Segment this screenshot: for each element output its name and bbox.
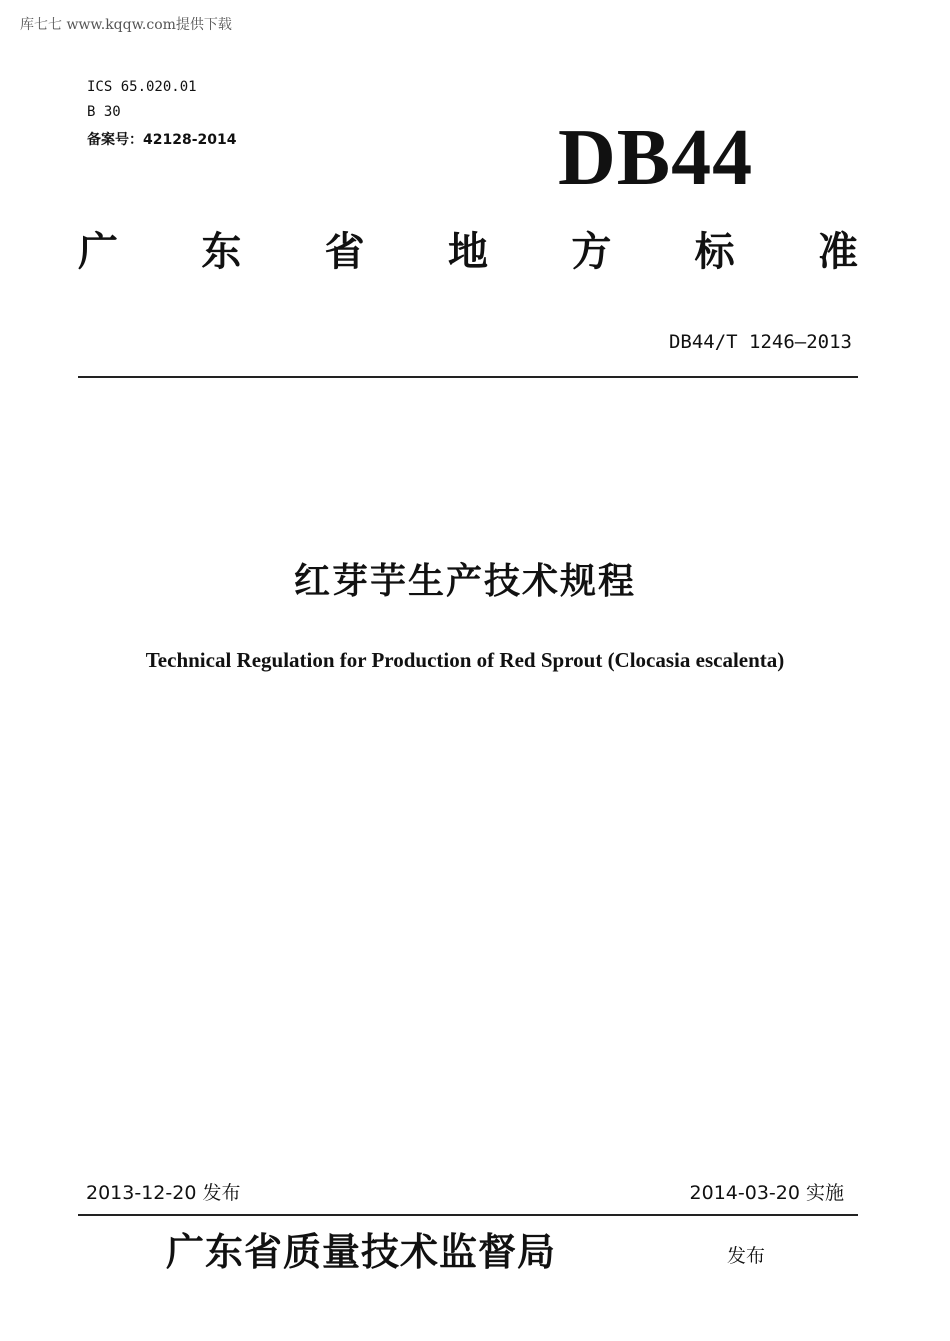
issue-date: 2013-12-20 发布	[86, 1182, 241, 1204]
title-chinese: 红芽芋生产技术规程	[293, 561, 636, 602]
standard-type-char: 广	[78, 229, 118, 275]
standard-type-heading	[78, 222, 858, 282]
standard-code-logo: DB44	[558, 114, 754, 202]
standard-type-char: 东	[201, 229, 242, 275]
title-english: Technical Regulation for Production of Red Sprout (Clocasia escalenta)	[145, 648, 785, 672]
standard-type-char: 地	[447, 229, 488, 275]
standard-type-char: 准	[817, 229, 858, 275]
implementation-date: 2014-03-20 实施	[689, 1182, 844, 1204]
standard-number: DB44/T 1246—2013	[668, 331, 852, 353]
standard-type-char: 省	[324, 229, 365, 275]
ccs-code: B 30	[87, 104, 121, 120]
standard-type-char: 标	[694, 229, 735, 275]
issuer-suffix: 发布	[727, 1245, 766, 1267]
top-divider	[78, 376, 858, 378]
watermark-text: 库七七 www.kqqw.com提供下载	[20, 17, 232, 33]
record-number: 备案号：42128-2014	[87, 132, 237, 148]
ics-code: ICS 65.020.01	[87, 79, 197, 95]
bottom-divider	[78, 1214, 858, 1216]
issuer-name: 广东省质量技术监督局	[166, 1229, 557, 1274]
standard-type-char: 方	[571, 229, 612, 275]
